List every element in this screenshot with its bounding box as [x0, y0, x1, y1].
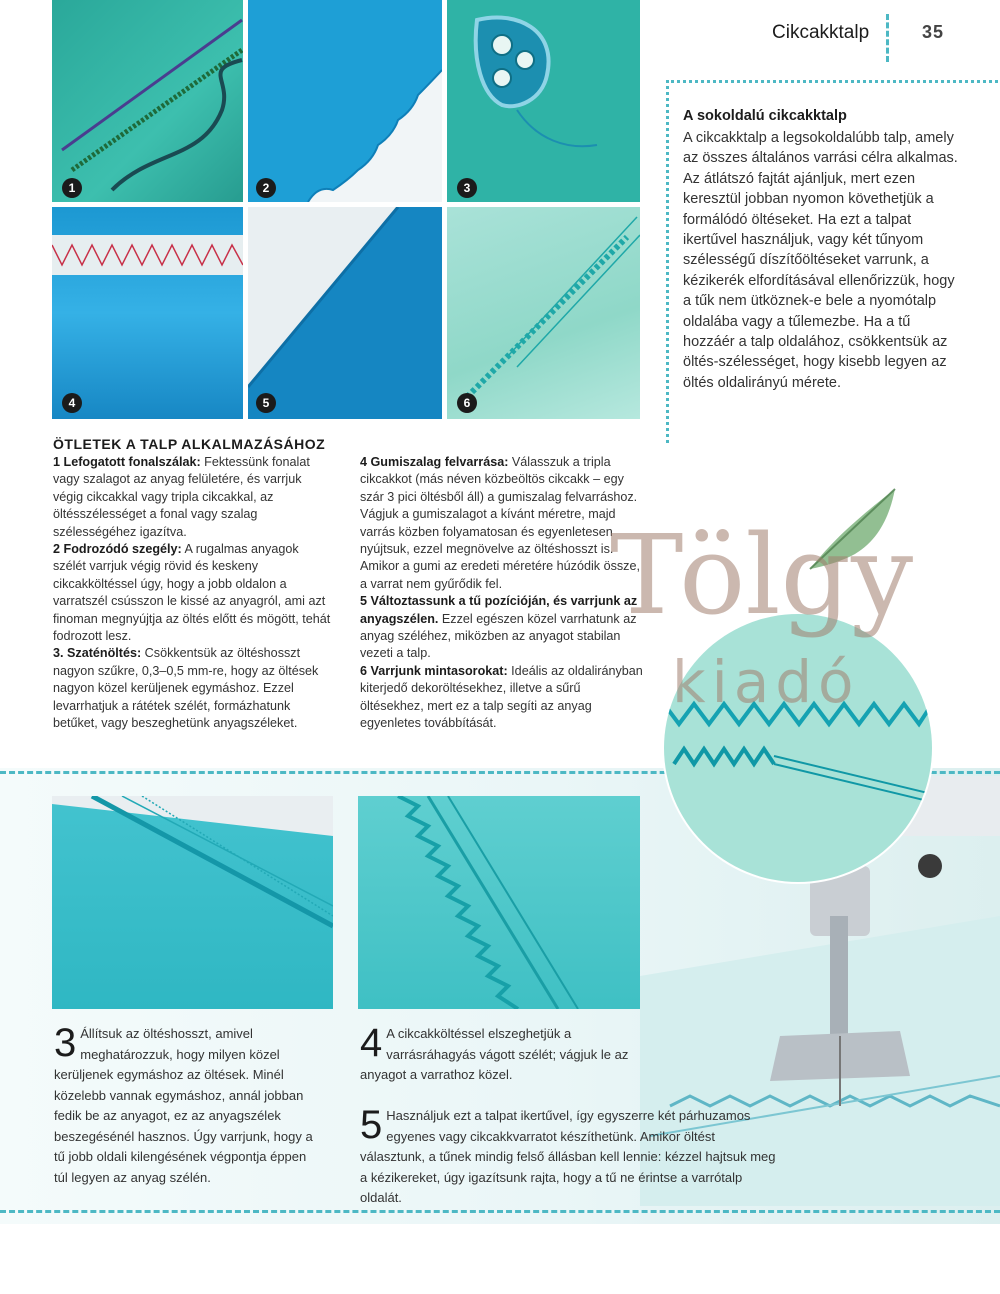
- header-separator: [886, 14, 889, 62]
- photo-6-pattern-rows: [447, 207, 640, 419]
- applique-leaf-illustration: [447, 0, 640, 202]
- ideas-column-left: [53, 454, 335, 733]
- photo-badge: 5: [256, 393, 276, 413]
- photo-badge: 4: [62, 393, 82, 413]
- step-number: 4: [360, 1021, 383, 1065]
- idea-item: 3. Szaténöltés: Csökkentsük az öltéshosszt nagyon szűkre, 0,3–0,5 mm-re, hogy az öltések nagyon közel kerüljenek egymáshoz. Ezzel levarrhatjuk a rátétek szélét, formázhatunk betűket, vagy beszeghetünk anyagszéleket.: [53, 646, 319, 731]
- step-4-text: 4 A cikcakköltéssel elszeghetjük a varrásráhagyás vágott szélét; vágjuk le az anyagot a varrathoz közel.: [360, 1021, 629, 1082]
- ideas-heading: ÖTLETEK A TALP ALKALMAZÁSÁHOZ: [53, 436, 326, 452]
- photo-1-couched-threads: [52, 0, 243, 202]
- satin-edge-illustration: [52, 796, 333, 1009]
- step-4-photo: [358, 796, 640, 1009]
- triple-zigzag-illustration: [52, 207, 243, 419]
- page-number: 35: [922, 22, 945, 42]
- step-3-text: 3 Állítsuk az öltéshosszt, amivel meghatározzuk, hogy milyen közel kerüljenek egymáshoz az öltések. Minél közelebb vannak egymáshoz, annál jobban fedik be az anyagot, ez az anyagszélek beszegésénél hasznos. Úgy varrjunk, hogy a tű jobb oldali kilengésének végpontja éppen túl legyen az anyag szélén.: [54, 1021, 313, 1185]
- ideas-column-right: [360, 454, 644, 733]
- info-box-body: A cikcakktalp a legsokoldalúbb talp, amely az összes általános varrási célra alkalmas. Az átlátszó fajtát ajánljuk, mert ezen keresztül jobban nyomon követhetjük a formálódó öltéseket. Ha ezt a talpat ikertűvel használjuk, vagy két tűnyom szélességű díszítőöltéseket varrunk, a kézikerék elfordításával ellenőrizzük, hogy a tűk nem ütköznek-e bele a nyomótalp oldalába vagy a tűlemezbe. Ha a tű hozzáér a talp oldalához, csökkentsük az öltés-szélességet, hogy kisebb legyen az öltés oldalirányú mérete.: [683, 130, 958, 391]
- idea-item: 4 Gumiszalag felvarrása: Válasszuk a tripla cikcakkot (más néven közbeöltös cikcakk – egy szár 3 pici öltésből áll) a gumiszalag felvarráshoz. Vágjuk a gumiszalagot a kívánt méretre, majd varrás közben folyamatosan és egyenletesen nyújtsuk, ezzel megnövelve az öltéshosszt is. Amikor a gumi az eredeti méretére húzódik össze, a varrat nem gyűrődik fel.: [360, 455, 640, 591]
- watermark-logo-line2: kiadó: [672, 648, 860, 716]
- watermark-logo-line1: Tölgy: [610, 511, 914, 639]
- photo-badge: 2: [256, 178, 276, 198]
- idea-item: 2 Fodrozódó szegély: A rugalmas anyagok szélét varrjuk végig rövid és keskeny cikcakköltéssel úgy, hogy a jobb oldalon a varratszél csússzon le kissé az anyagról, ami azt finoman megnyújtja az öltés előtt és mögött, tehát fodrozott lesz.: [53, 542, 331, 644]
- photo-3-satin-applique: [447, 0, 640, 202]
- photo-4-elastic: [52, 207, 243, 419]
- step-3-photo: [52, 796, 333, 1009]
- band-bottom-divider: [0, 1210, 1000, 1213]
- zigzag-seam-illustration: [358, 796, 640, 1009]
- photo-2-ruffled-edge: [248, 0, 442, 202]
- ruffled-edge-illustration: [248, 0, 442, 202]
- idea-item: 5 Változtassunk a tű pozícióján, és varrjunk az anyagszélen. Ezzel egészen közel varrhatunk az anyag széléhez, miközben az anyagot stabilan vezeti a talp.: [360, 594, 638, 661]
- info-box-title: A sokoldalú cikcakktalp: [683, 108, 847, 124]
- fabric-edge-illustration: [248, 207, 442, 419]
- photo-5-needle-position: [248, 207, 442, 419]
- idea-item: 1 Lefogatott fonalszálak: Fektessünk fonalat vagy szalagot az anyag felületére, és varrjuk végig cikcakkal vagy tripla cikcakkal, az öltésszélességet a fonal vagy szalag szélességéhez igazítva.: [53, 455, 310, 539]
- section-title: Cikcakktalp: [772, 22, 870, 43]
- idea-item: 6 Varrjunk mintasorokat: Ideális az oldalirányban kiterjedő dekoröltésekhez, illetve a sűrű öltésekhez, mert ez a talp segíti az anyag egyenletes továbbítását.: [360, 663, 643, 731]
- couched-threads-illustration: [52, 0, 243, 202]
- photo-badge: 3: [457, 178, 477, 198]
- step-5-text: 5 Használjuk ezt a talpat ikertűvel, így egyszerre két párhuzamos egyenes vagy cikcakkvarratot készíthetünk. Amikor öltést választunk, a tűnek mindig felső állásban kell lennie: kézzel hajtsuk meg a kézikereket, úgy igazítsunk rajta, hogy a tű ne érintse a varrótalp oldalát.: [360, 1103, 776, 1205]
- pattern-rows-illustration: [447, 207, 640, 419]
- photo-badge: 1: [62, 178, 82, 198]
- step-number: 5: [360, 1103, 383, 1147]
- photo-badge: 6: [457, 393, 477, 413]
- step-number: 3: [54, 1021, 77, 1065]
